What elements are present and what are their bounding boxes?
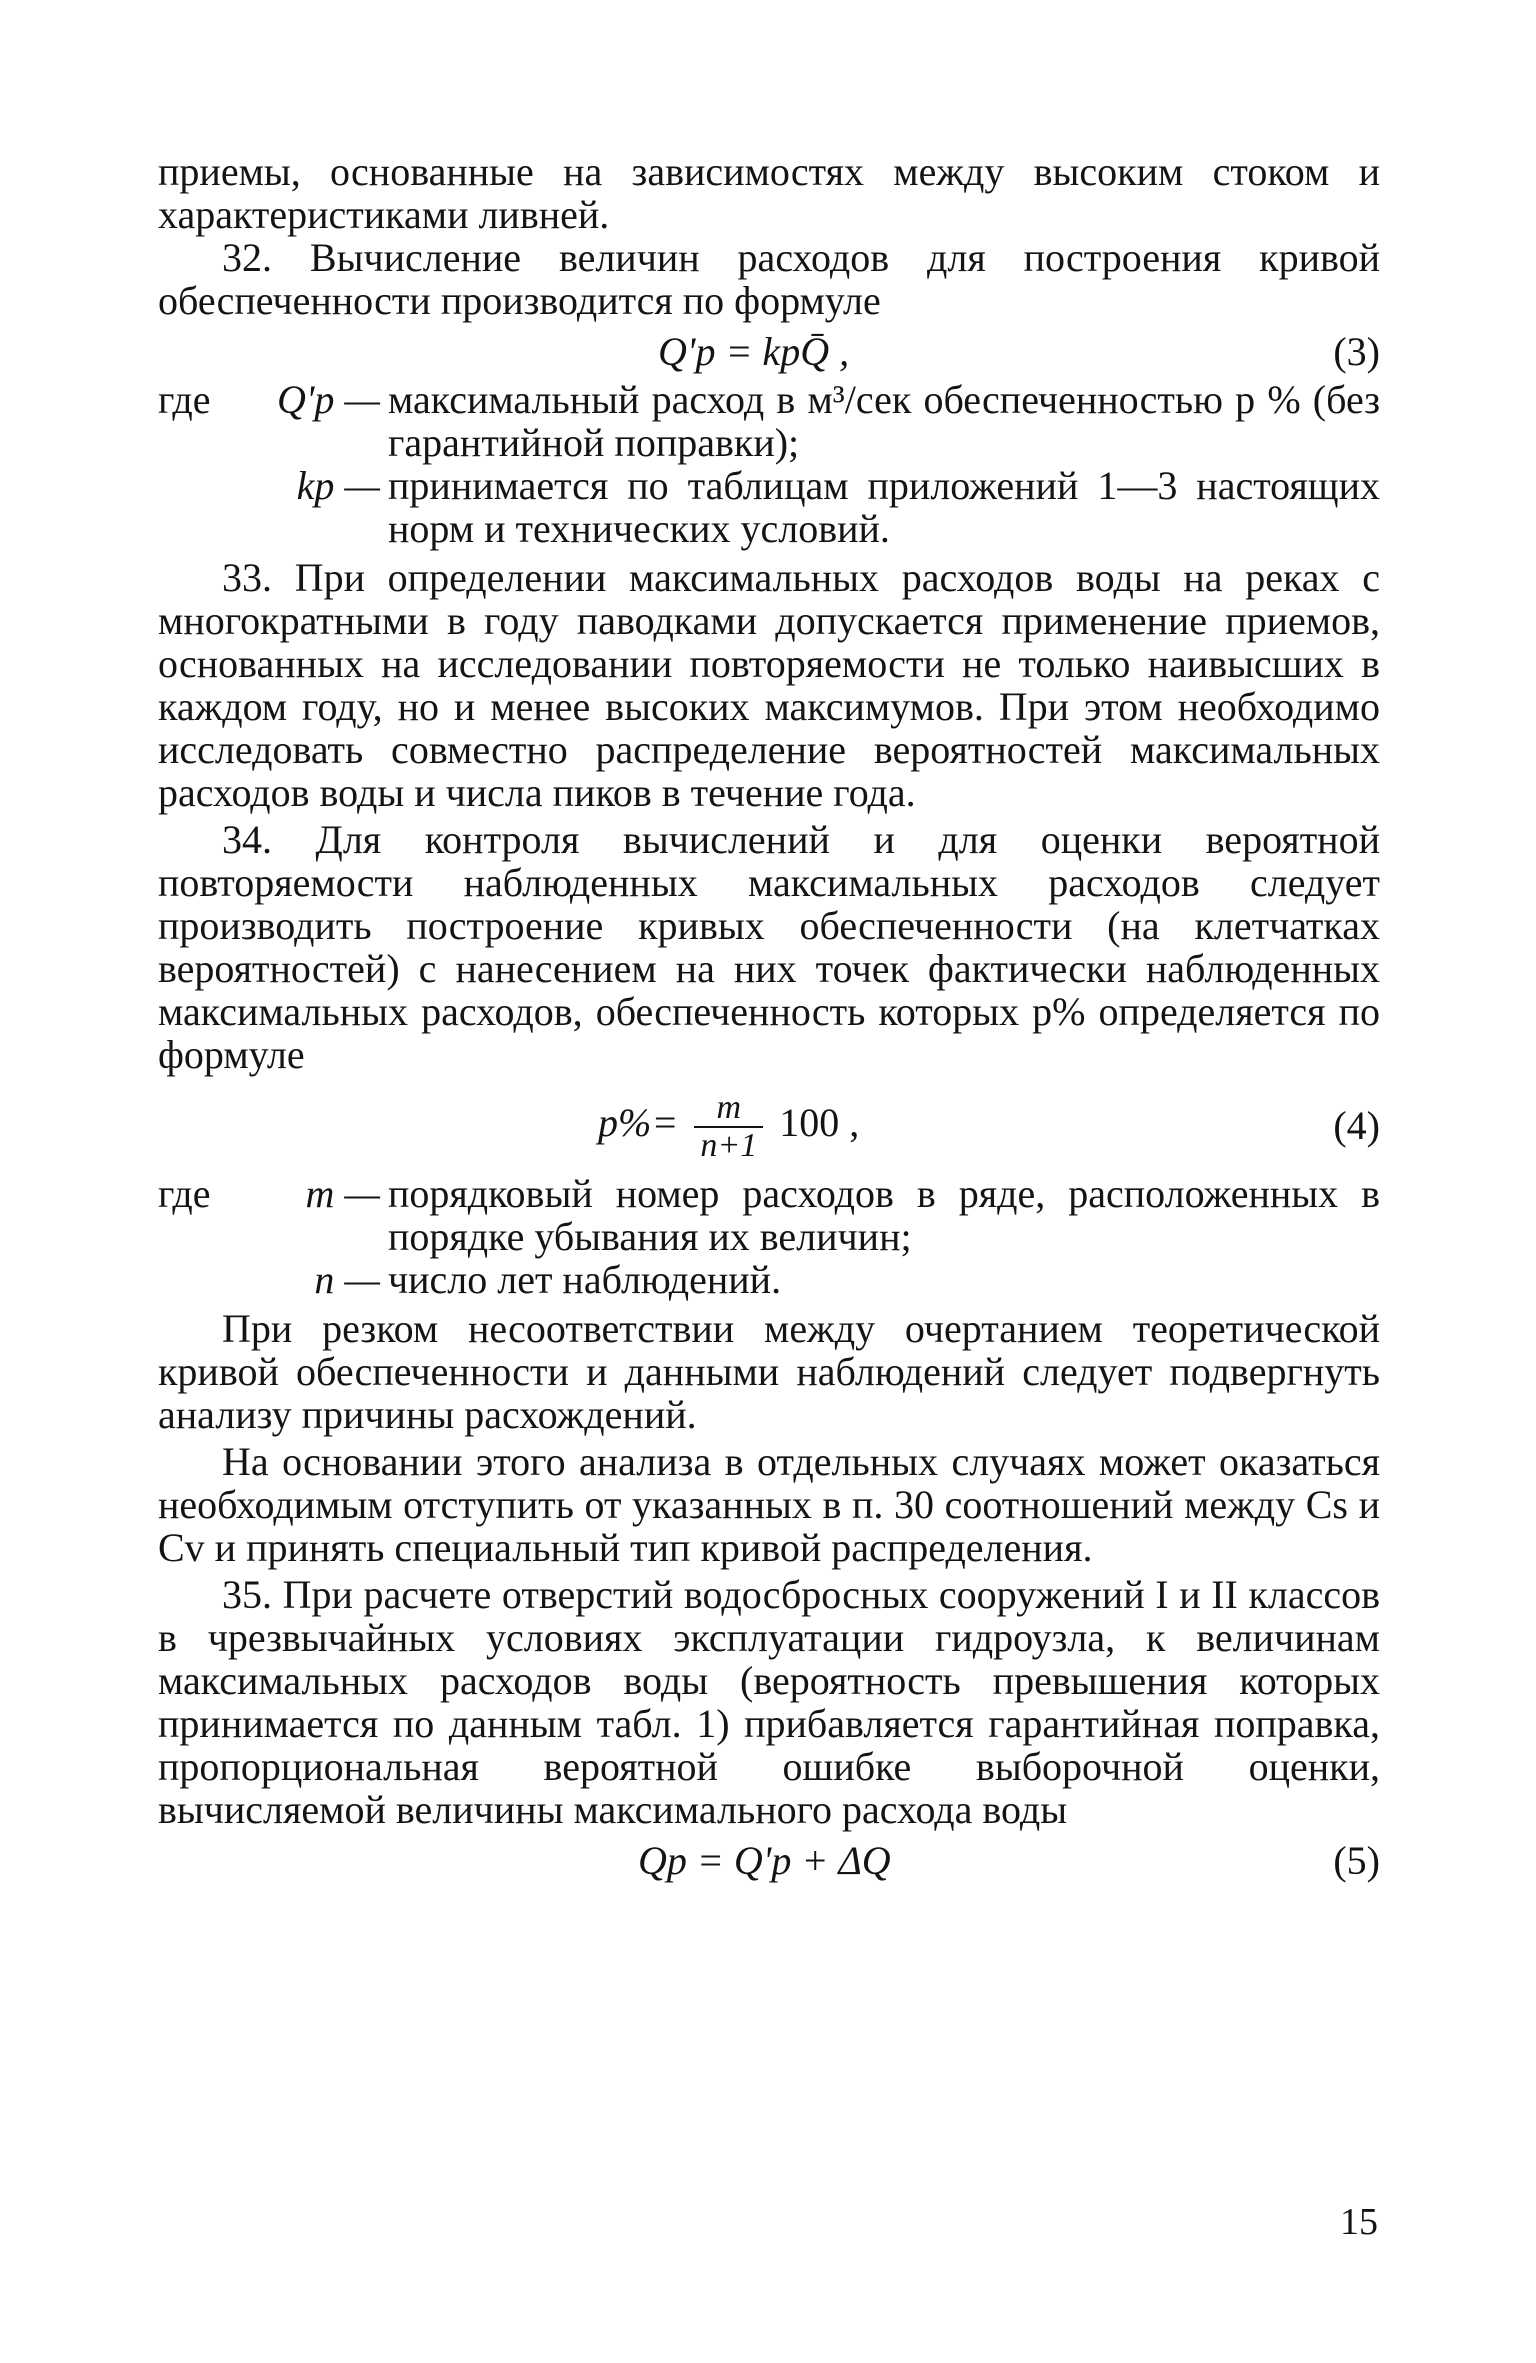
paragraph-35: 35. При расчете отверстий водосбросных сооружений I и II классов в чрезвычайных условиях эксплуатации гидроузла, к величинам максимальных расходов воды (вероятность превышения которых принимается по данным табл. 1) прибавляется гарантийная поправка, пропорциональная вероятной ошибке выборочной оценки, вычисляемой величины максимального расхода воды bbox=[158, 1572, 1380, 1832]
definitions-formula-4 bbox=[158, 1172, 1380, 1301]
definition-symbol: m — bbox=[305, 1171, 380, 1216]
formula-4 bbox=[598, 1090, 859, 1164]
where-label: где bbox=[158, 1171, 211, 1216]
formula-3: Q'p = kpQ̄ , bbox=[658, 329, 850, 374]
definition-symbol: Q'p — bbox=[276, 377, 380, 422]
paragraph-intro: приемы, основанные на зависимостях между высоким стоком и характеристиками ливней. bbox=[158, 149, 1380, 237]
formula-4-right: 100 , bbox=[779, 1100, 860, 1146]
definition-symbol: kp — bbox=[296, 463, 380, 508]
formula-3-row bbox=[158, 322, 1380, 378]
equation-number-4: (4) bbox=[1333, 1103, 1380, 1148]
definition-text: принимается по таблицам приложений 1—3 настоящих норм и технических условий. bbox=[388, 463, 1380, 551]
definitions-formula-3 bbox=[158, 378, 1380, 550]
definition-text: число лет наблюдений. bbox=[388, 1257, 782, 1302]
paragraph-33: 33. При определении максимальных расходов воды на реках с многократными в году паводками допускается применение приемов, основанных на исследовании повторяемости не только наивысших в каждом году, но и менее высоких максимумов. При этом необходимо исследовать совместно распределение вероятностей максимальных расходов воды и числа пиков в течение года. bbox=[158, 555, 1380, 815]
page-number: 15 bbox=[1340, 2201, 1378, 2243]
definition-item bbox=[158, 378, 1380, 464]
formula-5-row bbox=[158, 1831, 1380, 1887]
paragraph-34: 34. Для контроля вычислений и для оценки вероятной повторяемости наблюденных максимальных расходов следует производить построение кривых обеспеченности (на клетчатках вероятностей) с нанесением на них точек фактически наблюденных максимальных расходов, обеспеченность которых p% определяется по формуле bbox=[158, 817, 1380, 1077]
definition-symbol: n — bbox=[314, 1257, 380, 1302]
paragraph-32: 32. Вычисление величин расходов для построения кривой обеспеченности производится по формуле bbox=[158, 235, 1380, 323]
where-label: где bbox=[158, 377, 211, 422]
paragraph-discrepancy: При резком несоответствии между очертанием теоретической кривой обеспеченности и данными наблюдений следует подвергнуть анализу причины расхождений. bbox=[158, 1306, 1380, 1437]
formula-4-left: p%= bbox=[598, 1100, 679, 1146]
equation-number-3: (3) bbox=[1333, 329, 1380, 374]
definition-item bbox=[158, 1172, 1380, 1258]
equation-number-5: (5) bbox=[1333, 1838, 1380, 1883]
fraction-denominator: n+1 bbox=[700, 1127, 758, 1164]
definition-text: порядковый номер расходов в ряде, расположенных в порядке убывания их величин; bbox=[388, 1171, 1380, 1259]
definition-item bbox=[158, 464, 1380, 550]
document-page bbox=[158, 150, 1380, 1887]
definition-text: максимальный расход в м³/сек обеспеченностью p % (без гарантийной поправки); bbox=[388, 377, 1380, 465]
definition-item bbox=[158, 1258, 1380, 1301]
formula-4-row bbox=[158, 1076, 1380, 1172]
formula-4-fraction bbox=[694, 1090, 763, 1164]
formula-5: Qp = Q'p + ΔQ bbox=[638, 1838, 891, 1883]
fraction-numerator: m bbox=[694, 1090, 763, 1128]
paragraph-analysis: На основании этого анализа в отдельных случаях может оказаться необходимым отступить от указанных в п. 30 соотношений между Cs и Cv и принять специальный тип кривой распределения. bbox=[158, 1439, 1380, 1570]
